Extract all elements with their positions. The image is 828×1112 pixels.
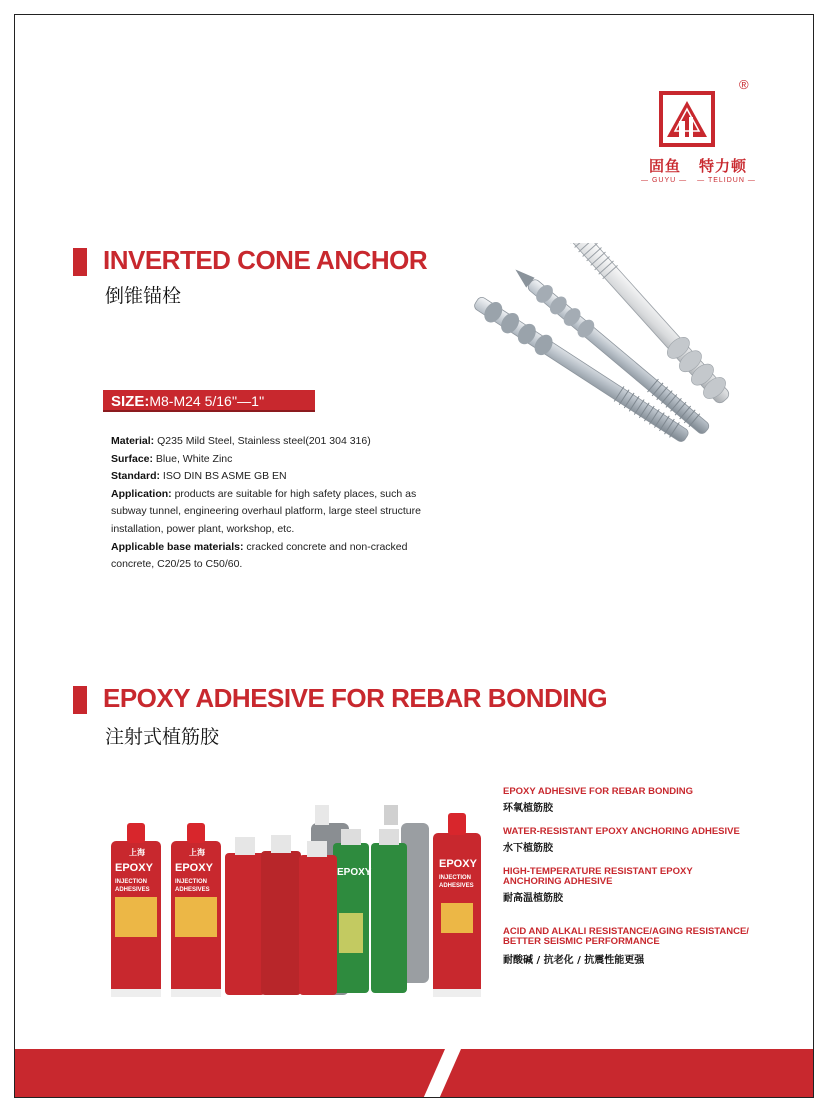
spec-application: Application: products are suitable for high safety places, such as subway tunnel, engineering overhaul platform, large steel structure installation, power plant, workshop, etc. — [111, 487, 421, 535]
tube-injection-label: INJECTION — [439, 875, 472, 881]
product-item-2 — [503, 827, 783, 854]
spec-base-materials: Applicable base materials: cracked concrete and non-cracked concrete, C20/25 to C50/60. — [111, 540, 408, 571]
product-item-en: EPOXY ADHESIVE FOR REBAR BONDING — [503, 786, 694, 797]
epoxy-tubes-drawing — [101, 793, 491, 1003]
tube-epoxy-label: EPOXY — [337, 867, 372, 878]
product-item-en: ACID AND ALKALI RESISTANCE/AGING RESISTANCE/ BETTER SEISMIC PERFORMANCE — [503, 926, 749, 947]
section2-subtitle: 注射式植筋胶 — [105, 726, 220, 748]
section1-title: INVERTED CONE ANCHOR — [103, 245, 428, 275]
logo-en-left: — GUYU — — [641, 177, 688, 184]
tube-injection-label: INJECTION — [175, 879, 208, 885]
tube-brand-label: 上海 — [129, 848, 145, 857]
tube-adhesives-label: ADHESIVES — [115, 887, 150, 893]
product-item-4 — [503, 927, 778, 966]
size-label: SIZE: — [111, 393, 150, 410]
logo-chinese-name — [637, 155, 777, 176]
product-item-1 — [503, 787, 783, 814]
product-item-cn: 水下植筋胶 — [503, 843, 553, 854]
tube-epoxy-label: EPOXY — [115, 862, 153, 874]
anchor-bolts-image — [465, 243, 775, 493]
logo-cn-right: 特力顿 — [699, 157, 748, 175]
product-item-3 — [503, 867, 733, 904]
size-badge — [103, 390, 315, 412]
product-item-en: HIGH-TEMPERATURE RESISTANT EPOXY ANCHORING ADHESIVE — [503, 866, 693, 887]
product-item-cn: 耐酸碱 / 抗老化 / 抗震性能更强 — [503, 955, 645, 966]
product-item-cn: 耐高温植筋胶 — [503, 893, 563, 904]
logo-mark-icon — [659, 91, 715, 147]
tube-adhesives-label: ADHESIVES — [175, 887, 210, 893]
logo-en-right: — TELIDUN — — [697, 177, 756, 184]
size-value: M8-M24 5/16''—1'' — [149, 393, 265, 409]
tube-brand-label: 上海 — [189, 848, 205, 857]
logo-english-name — [637, 177, 777, 184]
tube-injection-label: INJECTION — [115, 879, 148, 885]
spec-standard: Standard: ISO DIN BS ASME GB EN — [111, 470, 287, 483]
product-item-en: WATER-RESISTANT EPOXY ANCHORING ADHESIVE — [503, 826, 740, 837]
brand-logo — [637, 73, 777, 193]
spec-surface: Surface: Blue, White Zinc — [111, 452, 233, 465]
logo-cn-left: 固鱼 — [649, 157, 682, 175]
tube-epoxy-label: EPOXY — [175, 862, 213, 874]
spec-list — [111, 433, 451, 574]
product-item-cn: 环氧植筋胶 — [503, 803, 553, 814]
spec-material: Material: Q235 Mild Steel, Stainless steel(201 304 316) — [111, 435, 371, 447]
epoxy-tubes-image — [101, 793, 491, 1003]
footer-band — [15, 1049, 814, 1098]
section2-title: EPOXY ADHESIVE FOR REBAR BONDING — [103, 683, 608, 713]
tube-epoxy-label: EPOXY — [439, 858, 477, 870]
tube-adhesives-label: ADHESIVES — [439, 883, 474, 889]
page-frame — [14, 14, 814, 1098]
registered-mark: ® — [739, 77, 749, 92]
section1-subtitle: 倒锥锚栓 — [105, 285, 182, 307]
section1-marker — [73, 248, 87, 276]
section2-marker — [73, 686, 87, 714]
